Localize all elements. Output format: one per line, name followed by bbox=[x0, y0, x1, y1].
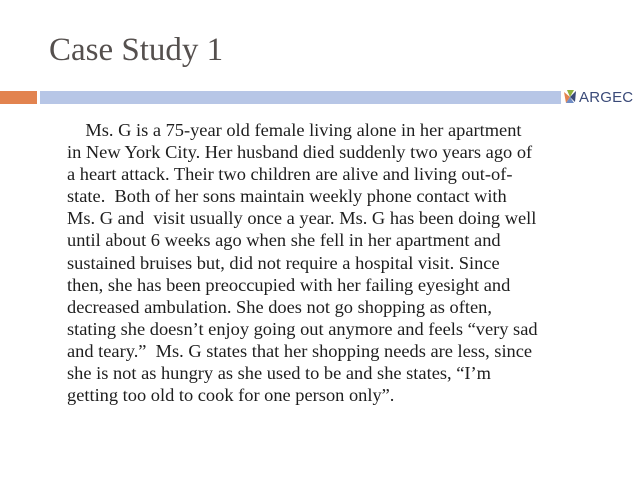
slide-title: Case Study 1 bbox=[49, 32, 224, 68]
text-line: then, she has been preoccupied with her failing eyesight and bbox=[67, 274, 511, 295]
text-line: she is not as hungry as she used to be and she states, “I’m bbox=[67, 363, 491, 384]
text-line: until about 6 weeks ago when she fell in her apartment and bbox=[67, 230, 501, 251]
accent-bar-orange bbox=[0, 91, 37, 104]
case-study-text bbox=[67, 119, 623, 406]
text-line: sustained bruises but, did not require a hospital visit. Since bbox=[67, 252, 500, 273]
argec-logo bbox=[563, 86, 635, 108]
text-line: stating she doesn’t enjoy going out anymore and feels “very sad bbox=[67, 318, 538, 339]
text-line: a heart attack. Their two children are alive and living out-of- bbox=[67, 164, 513, 185]
text-line: in New York City. Her husband died suddenly two years ago of bbox=[67, 142, 533, 163]
text-line: Ms. G and visit usually once a year. Ms. G has been doing well bbox=[67, 208, 537, 229]
text-line: and teary.” Ms. G states that her shopping needs are less, since bbox=[67, 340, 533, 361]
argec-logo-icon bbox=[563, 90, 577, 104]
accent-bar-blue bbox=[40, 91, 561, 104]
logo-text: ARGEC bbox=[579, 88, 634, 106]
text-line: getting too old to cook for one person only”. bbox=[67, 385, 395, 406]
text-line: state. Both of her sons maintain weekly phone contact with bbox=[67, 186, 507, 207]
text-line: decreased ambulation. She does not go shopping as often, bbox=[67, 296, 492, 317]
text-line: Ms. G is a 75-year old female living alone in her apartment bbox=[67, 120, 522, 140]
